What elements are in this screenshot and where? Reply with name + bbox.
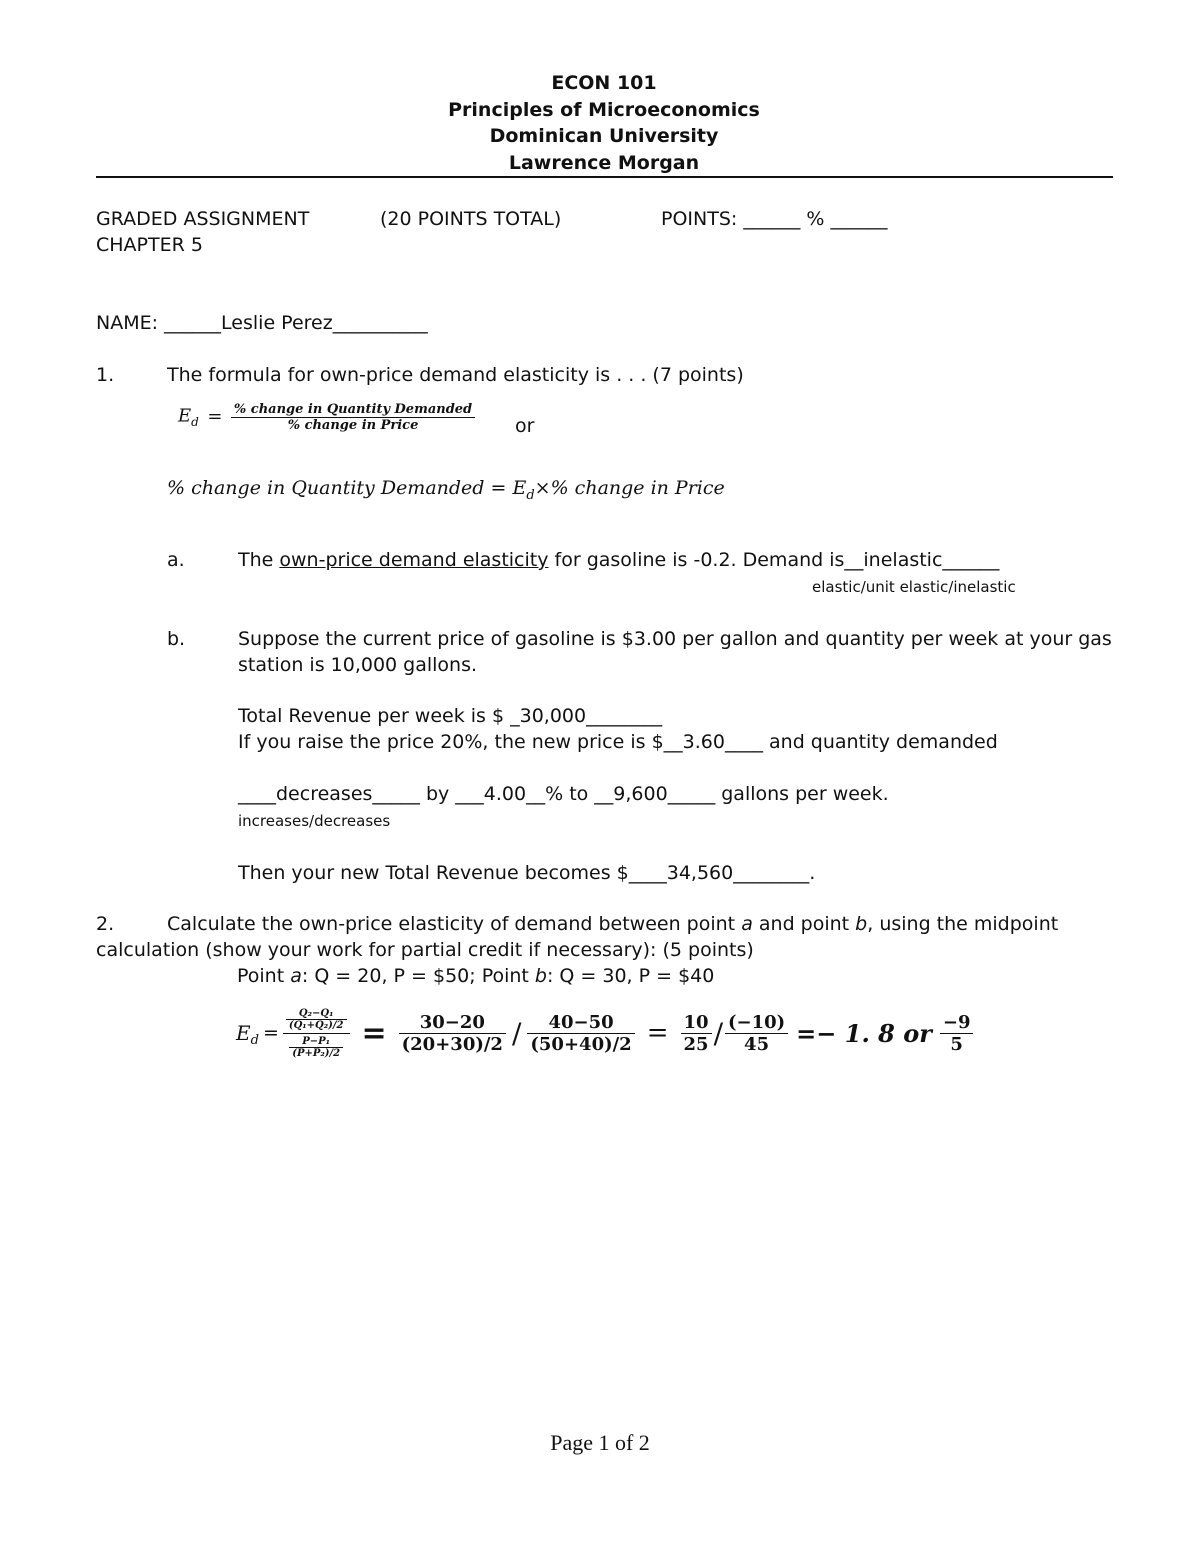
chapter-label: CHAPTER 5 (96, 234, 203, 256)
course-title: ECON 101 (551, 72, 657, 94)
q1a-label: a. (167, 549, 185, 571)
general-formula: $\frac{\frac{\text{Q₂−Q₁}}{\text{(Q₁+Q₂)/2}}}{\frac{\text{P−P₁}}{\text{(P+P₂)/2}}}$ (283, 1008, 350, 1059)
q1b-hint: increases/decreases (238, 812, 391, 830)
q1b-line1: Suppose the current price of gasoline is $3.00 per gallon and quantity per week at your gas (238, 628, 1112, 650)
fraction-price: $\frac{40-50}{(50+40)/2}$ (527, 1012, 634, 1055)
q2-line2: calculation (show your work for partial credit if necessary): (5 points) (96, 939, 754, 961)
q1a-underlined-term: own-price demand elasticity (279, 549, 549, 571)
q1b-raise: If you raise the price 20%, the new price is $__3.60____ and quantity demanded (238, 731, 998, 753)
points-field: POINTS: ______ % ______ (661, 208, 888, 230)
q1a-text: The own-price demand elasticity for gasoline is -0.2. Demand is__inelastic______ (238, 549, 1000, 571)
q1a-hint: elastic/unit elastic/inelastic (812, 578, 1016, 596)
formula-elasticity: $E_d$ = $\frac{\text{\% change in Quantity Demanded}}{\text{\% change in Price}}$ (178, 402, 475, 433)
fraction-result: $\frac{-9}{5}$ (940, 1012, 974, 1055)
fraction-simplified-price: $\frac{(-10)}{45}$ (725, 1012, 788, 1055)
header-rule (96, 176, 1113, 178)
or-label: or (515, 415, 535, 437)
q1b-line2: station is 10,000 gallons. (238, 654, 478, 676)
q1b-change: ____decreases_____ by ___4.00__% to __9,600_____ gallons per week. (238, 783, 889, 805)
points-total: (20 POINTS TOTAL) (380, 208, 562, 230)
fraction-quantity: $\frac{30-20}{(20+30)/2}$ (399, 1012, 506, 1055)
q1-number: 1. (96, 364, 115, 386)
result-value: =− 1. 8 or (796, 1018, 932, 1048)
q1b-new-revenue: Then your new Total Revenue becomes $____34,560________. (238, 862, 816, 884)
formula-fraction: $\frac{\text{\% change in Quantity Demanded}}{\text{\% change in Price}}$ (231, 402, 475, 433)
q1b-label: b. (167, 628, 186, 650)
name-field: NAME: ______Leslie Perez__________ (96, 312, 428, 334)
q1-text: The formula for own-price demand elasticity is . . . (7 points) (167, 364, 744, 386)
fraction-simplified-quantity: $\frac{10}{25}$ (681, 1012, 712, 1055)
instructor-name: Lawrence Morgan (508, 152, 700, 174)
page-number: Page 1 of 2 (550, 1430, 650, 1455)
assignment-label: GRADED ASSIGNMENT (96, 208, 310, 230)
university-name: Dominican University (489, 125, 719, 147)
q2-line1: Calculate the own-price elasticity of demand between point a and point b, using the midpoint (167, 913, 1059, 935)
formula-quantity-change: % change in Quantity Demanded = $E_d\times\%$ change in Price (167, 477, 725, 503)
q1b-revenue: Total Revenue per week is $ _30,000________ (238, 705, 663, 727)
q2-number: 2. (96, 913, 115, 935)
q2-points: Point a: Q = 20, P = $50; Point b: Q = 30, P = $40 (237, 965, 715, 987)
subject-title: Principles of Microeconomics (448, 99, 760, 121)
midpoint-calculation: E $_d$ = $\frac{\frac{\text{Q₂−Q₁}}{\text{(Q₁+Q₂)/2}}}{\frac{\text{P−P₁}}{\text{(P+P₂)/2}}}$ = $\frac{30-20}{(20+30)/2}$ / $\frac{40-50}{(50+40)/2}$ = $\frac{10}{25}$ / $\frac{(-10)}{45}$ =− 1. 8 or $\frac{-9}{5}$ (236, 988, 973, 1078)
